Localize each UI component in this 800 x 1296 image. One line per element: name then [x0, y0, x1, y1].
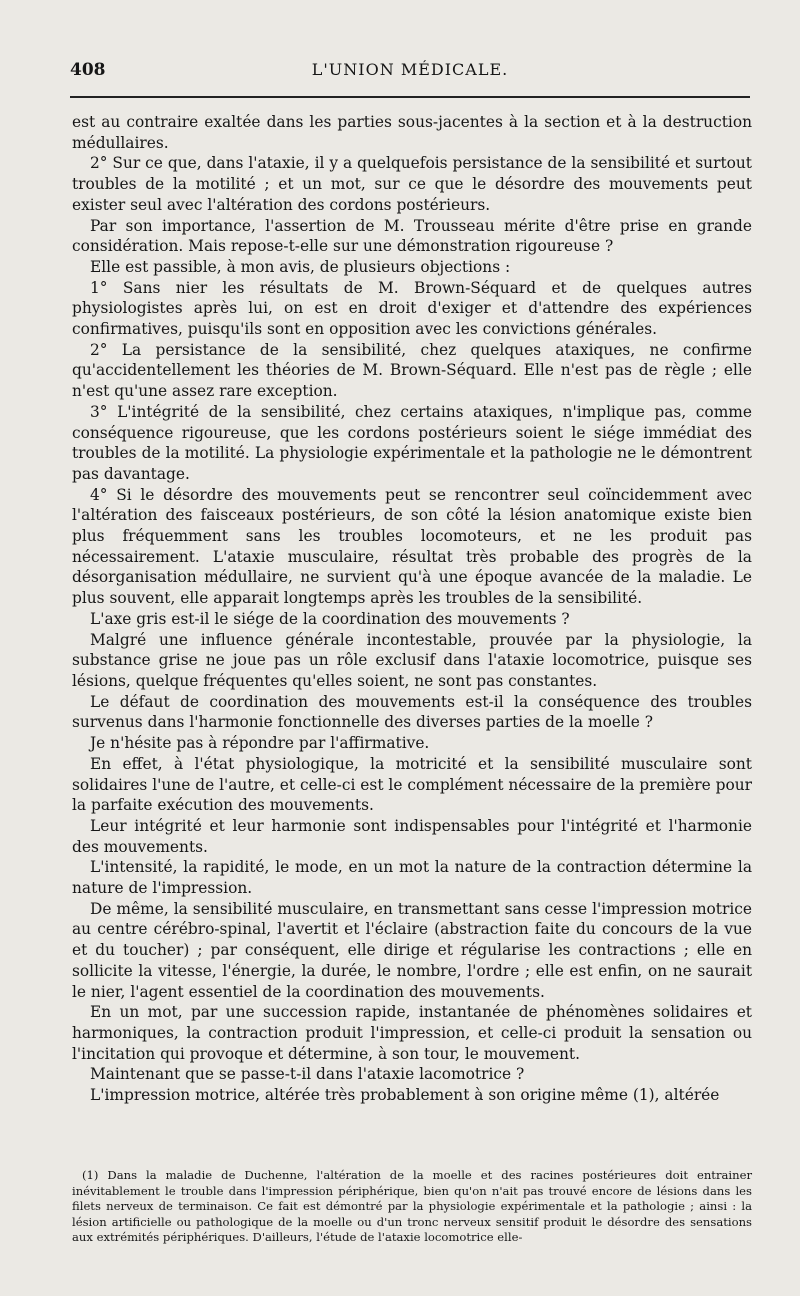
paragraph: L'axe gris est-il le siége de la coordination des mouvements ? — [90, 609, 570, 628]
paragraph: Leur intégrité et leur harmonie sont indispensables pour l'intégrité et l'harmonie des mouvements. — [72, 816, 752, 856]
footnote: (1) Dans la maladie de Duchenne, l'altération de la moelle et des racines postérieures doit entrainer inévitablement le trouble dans l'impression périphérique, bien qu'on n'ait pas trouvé encore de lésions dans les filets nerveux de terminaison. Ce fait est démontré par la physiologie expérimentale et la pathologie ; ainsi : la lésion artificielle ou pathologique de la moelle ou d'un tronc nerveux sensitif produit le désordre des sensations aux extrémités périphériques. D'ailleurs, l'étude de l'ataxie locomotrice elle- — [72, 1168, 752, 1245]
running-title: L'UNION MÉDICALE. — [311, 60, 509, 79]
page-number: 408 — [70, 60, 106, 80]
header-rule — [70, 96, 750, 98]
paragraph: 1° Sans nier les résultats de M. Brown-Séquard et de quelques autres physiologistes après lui, on est en droit d'exiger et d'attendre des expériences confirmatives, puisqu'ils sont en opposition avec les convictions générales. — [72, 278, 752, 339]
paragraph: 4° Si le désordre des mouvements peut se rencontrer seul coïncidemment avec l'altération des faisceaux postérieurs, de son côté la lésion anatomique existe bien plus fréquemment sans les troubles locomoteurs, et ne les produit pas nécessairement. L'ataxie musculaire, résultat très probable des progrès de la désorganisation médullaire, ne survient qu'à une époque avancée de la maladie. Le plus souvent, elle apparait longtemps après les troubles de la sensibilité. — [72, 485, 752, 608]
paragraph: En un mot, par une succession rapide, instantanée de phénomènes solidaires et harmoniques, la contraction produit l'impression, et celle-ci produit la sensation ou l'incitation qui provoque et détermine, à son tour, le mouvement. — [72, 1003, 752, 1063]
paragraph: De même, la sensibilité musculaire, en transmettant sans cesse l'impression motrice au centre cérébro-spinal, l'avertit et l'éclaire (abstraction faite du concours de la vue et du toucher) ; par conséquent, elle dirige et régularise les contractions ; elle en sollicite la vitesse, l'énergie, la durée, le nombre, l'ordre ; elle est enfin, on ne saurait le nier, l'agent essentiel de la coordination des mouvements. — [72, 899, 752, 1001]
paragraph: 2° La persistance de la sensibilité, chez quelques ataxiques, ne confirme qu'accidentellement les théories de M. Brown-Séquard. Elle n'est pas de règle ; elle n'est qu'une assez rare exception. — [72, 340, 752, 401]
paragraph: Le défaut de coordination des mouvements est-il la conséquence des troubles survenus dans l'harmonie fonctionnelle des diverses parties de la moelle ? — [72, 692, 752, 732]
footnotes — [72, 1168, 752, 1246]
paragraph: L'impression motrice, altérée très probablement à son origine même (1), altérée — [90, 1086, 720, 1105]
paragraph: Je n'hésite pas à répondre par l'affirmative. — [90, 734, 430, 753]
paragraph: Par son importance, l'assertion de M. Trousseau mérite d'être prise en grande considération. Mais repose-t-elle sur une démonstration rigoureuse ? — [72, 216, 752, 256]
paragraph: 2° Sur ce que, dans l'ataxie, il y a quelquefois persistance de la sensibilité et surtout troubles de la motilité ; et un mot, sur ce que le désordre des mouvements peut exister seul avec l'altération des cordons postérieurs. — [72, 154, 752, 214]
paragraph: Maintenant que se passe-t-il dans l'ataxie lacomotrice ? — [90, 1065, 525, 1084]
paragraph: En effet, à l'état physiologique, la motricité et la sensibilité musculaire sont solidaires l'une de l'autre, et celle-ci est le complément nécessaire de la première pour la parfaite exécution des mouvements. — [72, 754, 752, 815]
paragraph: Elle est passible, à mon avis, de plusieurs objections : — [90, 257, 511, 276]
paragraph: 3° L'intégrité de la sensibilité, chez certains ataxiques, n'implique pas, comme conséquence rigoureuse, que les cordons postérieurs soient le siége immédiat des troubles de la motilité. La physiologie expérimentale et la pathologie ne le démontrent pas davantage. — [72, 402, 752, 483]
paragraph: est au contraire exaltée dans les parties sous-jacentes à la section et à la destruction médullaires. — [72, 113, 752, 152]
paragraph: Malgré une influence générale incontestable, prouvée par la physiologie, la substance grise ne joue pas un rôle exclusif dans l'ataxie locomotrice, puisque ses lésions, quelque fréquentes qu'elles soient, ne sont pas constantes. — [72, 630, 752, 690]
body-text — [72, 112, 752, 1106]
page-header — [70, 60, 750, 90]
paragraph: L'intensité, la rapidité, le mode, en un mot la nature de la contraction détermine la nature de l'impression. — [72, 858, 752, 898]
